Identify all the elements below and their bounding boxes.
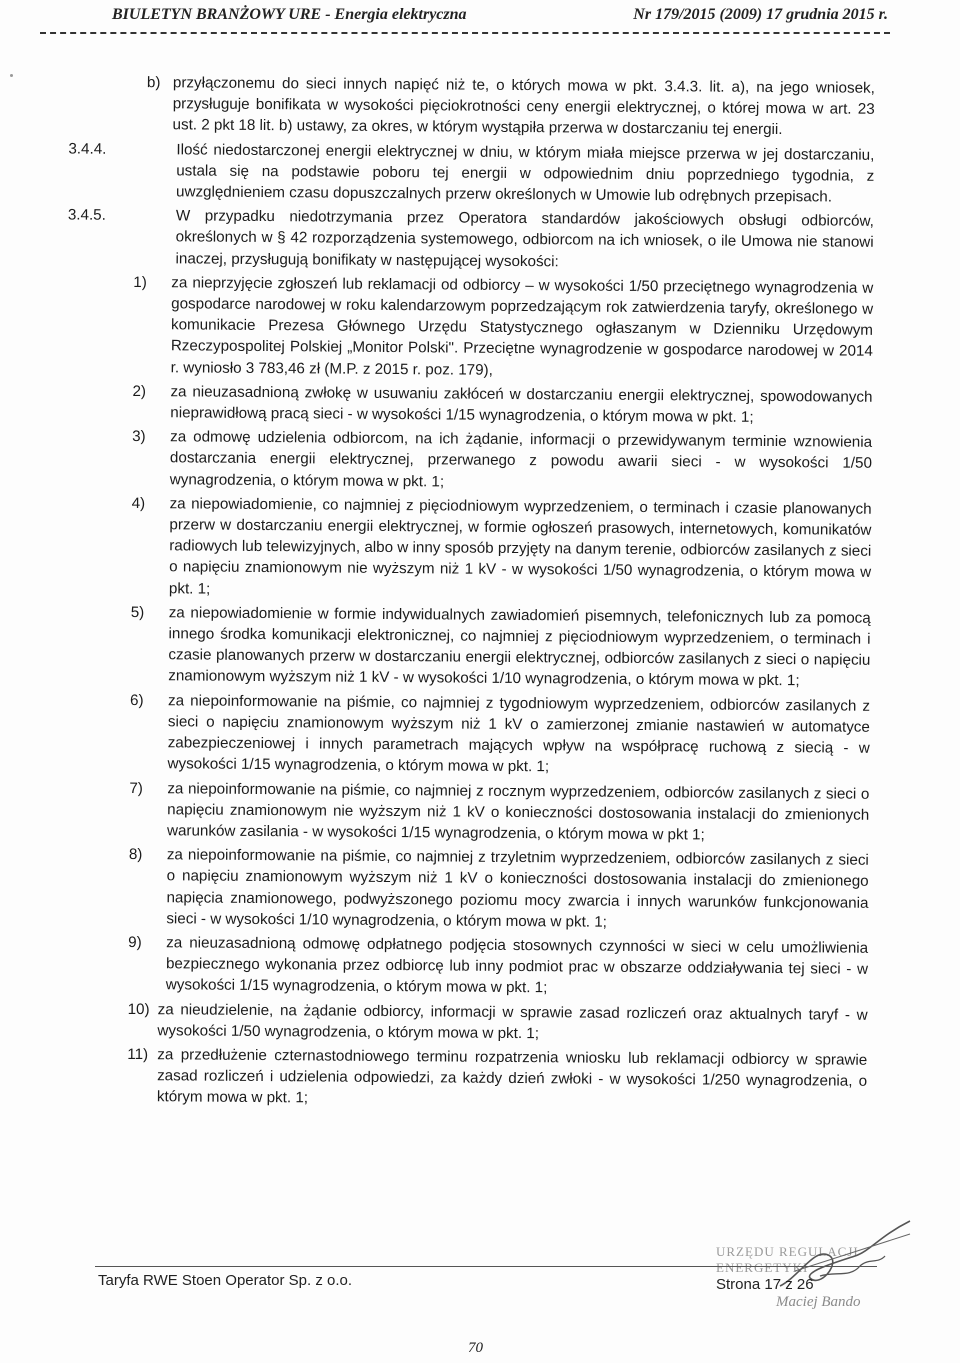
item-number: 4) [131,494,146,512]
item-number: 5) [130,603,145,621]
item-text: za nieudzielenie, na żądanie odbiorcy, informacji w sprawie zasad rozliczeń oraz aktualnych taryf - w wysokości 1/50 wynagrodzenia, o którym mowa w pkt. 1; [157,1000,868,1042]
item-text: za niepoinformowanie na piśmie, co najmniej z rocznym wyprzedzeniem, odbiorców zasilanych z sieci o napięciu znamionowym nie wyższym niż 1 kV o konieczności dostosowania instalacji do zmienionych warunków zasilania - w wysokości 1/15 wynagrodzenia, o którym mowa w pkt 1; [166,779,870,844]
list-item-5 [130,602,871,693]
item-number: 1) [133,273,147,291]
document-body [67,72,875,1116]
item-text: za niepowiadomienie, co najmniej z pięciodniowym wyprzedzeniem, o terminach i czasie planowanych przerw w dostarczaniu energii elektrycznej, w formie ogłoszeń prasowych, internetowych, komunikatów radiowych lub telewizyjnych, albo w inny sposób przyjęty na danym terenie, odbiorców zasilanych z sieci o napięciu znamionowym nie wyższym niż 1 kV - w wysokości 1/50 wynagrodzenia, o którym mowa w pkt. 1; [168,495,872,598]
item-number: 7) [129,779,143,797]
list-item-8 [128,844,869,935]
header-rule [40,32,890,34]
item-text: za niepoinformowanie na piśmie, co najmniej z tygodniowym wyprzedzeniem, odbiorców zasilanych z sieci o napięciu znamionowym wyższym niż 1 kV o zamierzonej zmianie nastawień w automatyce zabezpieczeniowej i innych parametrach mających wpływ na współpracę ruchową z siecią - w wysokości 1/15 wynagrodzenia, o którym mowa w pkt. 1; [167,691,871,776]
item-text: za niepowiadomienie w formie indywidualnych zawiadomień pisemnych, telefonicznych lub za pomocą innego środka komunikacji elektronicznej, co najmniej z pięciodniowym wyprzedzeniem, o terminach i czasie planowanych przerw w dostarczaniu energii elektrycznej, odbiorców zasilanych z sieci o napięciu znamionowym wyższym niż 1 kV - w wysokości 1/10 wynagrodzenia, o którym mowa w pkt. 1; [168,604,871,690]
item-text: za odmowę udzielenia odbiorcom, na ich żądanie, informacji o przewidywanym terminie wznowienia dostarczania energii elektrycznej, przerwanego z powodu awarii sieci - w wysokości 1/50 wynagrodzenia, o którym mowa w pkt. 1; [169,428,873,491]
item-number: 9) [128,933,142,952]
item-number: 11) [127,1045,149,1064]
item-text: za przedłużenie czternastodniowego terminu rozpatrzenia wniosku lub reklamacji odbiorcy w sprawie zasad rozliczeń i udzielenia odpowiedzi, za każdy dzień zwłoki - w wysokości 1/250 wynagrodzenia, o którym mowa w pkt. 1; [156,1046,868,1107]
item-text: za nieuzasadnioną odmowę odpłatnego podjęcia stosownych czynności w sieci w celu umożliwienia bezpiecznego wykonania przez odbiorcę lub inny podmiot prac w obszarze oddziaływania tej sieci - w wysokości 1/15 wynagrodzenia, o którym mowa w pkt. 1; [165,934,869,997]
item-number: 8) [128,846,143,864]
list-item-7 [129,777,869,846]
footer-rule [95,1266,877,1267]
section-text: W przypadku niedotrzymania przez Operatora standardów jakościowych obsługi odbiorców, określonych w § 42 rozporządzenia systemowego, odbiorcom na ich wniosek, o ile Umowa nie stanowi inaczej, przysługują bonifikaty w następującej wysokości: [175,207,874,270]
item-text: za nieuzasadnioną zwłokę w usuwaniu zakłóceń w dostarczaniu energii elektrycznej, spowodowanych nieprawidłową pracą sieci - w wysokości 1/15 wynagrodzenia, o którym mowa w pkt. 1; [170,383,873,426]
office-stamp: URZĘDU REGULACJI ENERGETYKI [716,1244,859,1275]
header-issue: Nr 179/2015 (2009) 17 grudnia 2015 r. [633,6,888,23]
section-number: 3.4.4. [68,140,107,158]
list-item-3 [132,426,872,495]
footer-page-counter: Strona 17 z 26 [716,1276,814,1293]
list-item-1 [133,272,874,384]
item-number: 3) [132,428,146,446]
list-item-4 [131,493,872,605]
item-text: za nieprzyjęcie zgłoszeń lub reklamacji od odbiorcy – w wysokości 1/50 przeciętnego wynagrodzenia w gospodarce narodowej w roku kalendarzowym poprzedzającym rok zatwierdzenia taryfy, określonego w komunikacie Prezesa Głównego Urzędu Statystycznego ogłaszanym w Dzienniku Urzędowym Rzeczypospolitej Polskiej „Monitor Polski". Przeciętne wynagrodzenie w gospodarce narodowej w 2014 r. wyniosło 3 783,46 zł (M.P. z 2015 r. poz. 179), [170,274,874,379]
signer-name: Maciej Bando [776,1294,861,1310]
section-number: 3.4.5. [67,206,106,224]
scan-speck [10,74,13,77]
list-item-2 [132,381,872,429]
item-number: 10) [127,1000,150,1018]
footer-tariff-name: Taryfa RWE Stoen Operator Sp. z o.o. [98,1272,353,1289]
paragraph-b [135,72,875,141]
item-number: 6) [129,691,144,709]
header-title: BIULETYN BRANŻOWY URE - Energia elektryczna [112,6,467,23]
page-number: 70 [468,1340,483,1356]
list-item-6 [129,690,870,781]
bulletin-header [88,6,888,30]
item-number: 2) [132,382,147,400]
item-text: za niepoinformowanie na piśmie, co najmniej z trzyletnim wyprzedzeniem, odbiorców zasilanych z sieci o napięciu znamionowym wyższym niż 1 kV o konieczności dostosowania instalacji do zmienionego napięcia znamionowego, podwyższonego poziomu mocy zwarcia i innych warunków funkcjonowania sieci - w wysokości 1/10 wynagrodzenia, o którym mowa w pkt. 1; [166,846,869,931]
list-item-9 [128,932,868,1001]
list-item-11 [127,1044,867,1113]
paragraph-text: przyłączonemu do sieci innych napięć niż te, o których mowa w pkt. 3.4.3. lit. a), na jego wniosek, przysługuje bonifikata w wysokości pięciokrotności ceny energii elektrycznej, o której mowa w art. 23 ust. 2 pkt 18 lit. b) ustawy, za okres, w którym wystąpiła przerwa w dostarczaniu tej energii. [172,74,875,139]
section-3-4-5 [67,205,874,274]
section-text: Ilość niedostarczonej energii elektrycznej w dniu, w którym miała miejsce przerwa w jej dostarczaniu, ustala się na podstawie poboru tej energii w odpowiednim dniu poprzedniego tygodnia, z uwzględnieniem czasu dopuszczalnych przerw określonych w Umowie lub odrębnych przepisach. [175,140,875,206]
section-3-4-4 [68,139,875,208]
list-item-10 [127,999,867,1047]
paragraph-number: b) [146,74,161,92]
